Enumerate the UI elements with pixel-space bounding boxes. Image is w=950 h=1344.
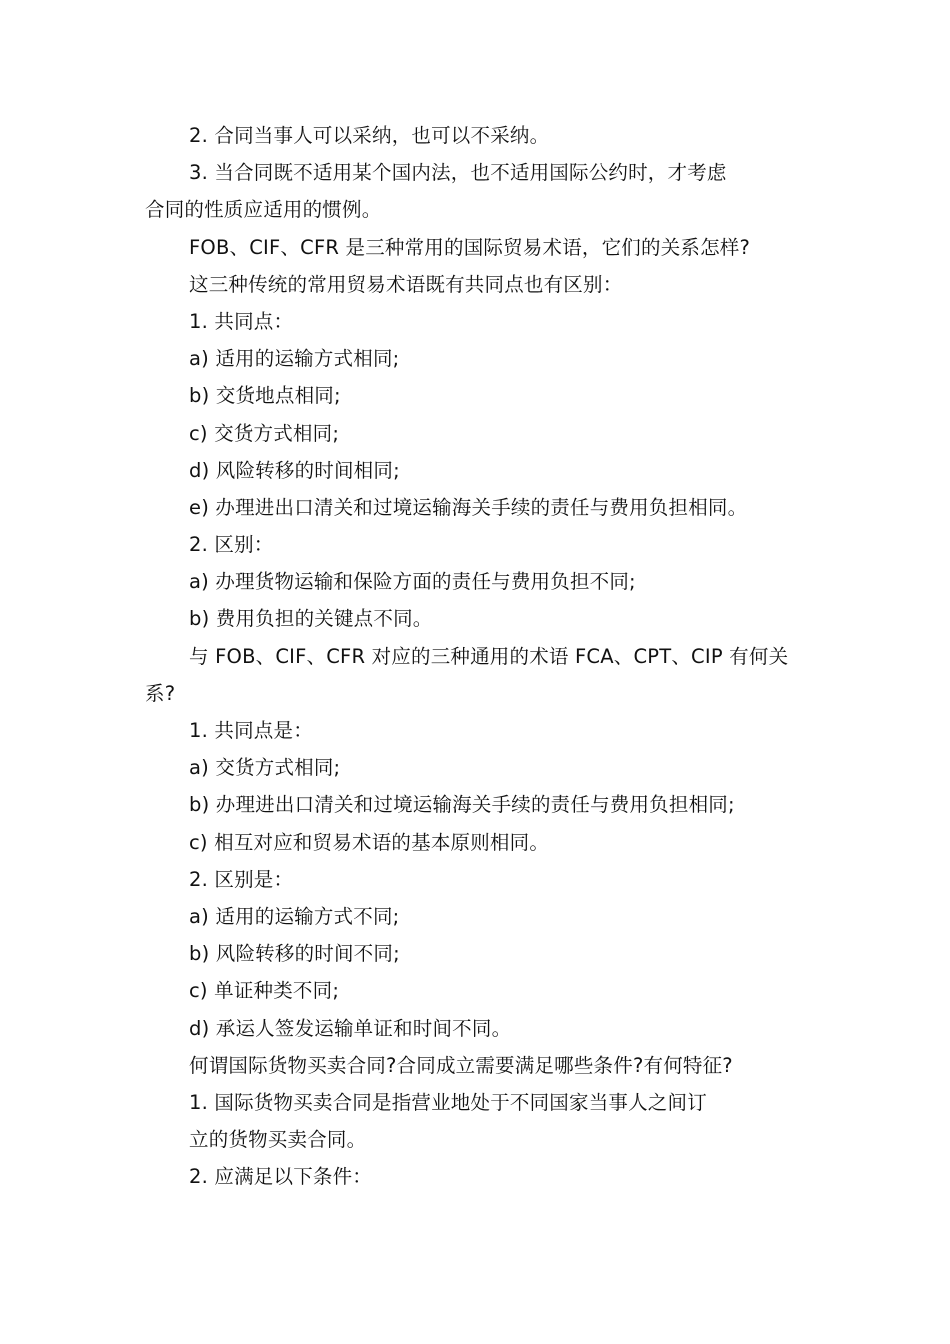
text-line: 何谓国际货物买卖合同?合同成立需要满足哪些条件?有何特征? [189,1053,733,1077]
text-line: c) 单证种类不同; [189,979,340,1003]
text-line: b) 办理进出口清关和过境运输海关手续的责任与费用负担相同; [189,793,735,817]
text-line: a) 交货方式相同; [189,756,341,780]
text-line: 2. 区别： [189,533,274,557]
text-line: 系? [145,681,176,705]
text-line: 立的货物买卖合同。 [189,1128,367,1152]
text-line: a) 办理货物运输和保险方面的责任与费用负担不同; [189,570,636,594]
text-line: 合同的性质应适用的惯例。 [145,198,382,222]
text-line: 这三种传统的常用贸易术语既有共同点也有区别： [189,272,623,296]
text-line: 2. 区别是： [189,867,294,891]
text-line: 2. 合同当事人可以采纳，也可以不采纳。 [189,124,550,147]
text-line: a) 适用的运输方式相同; [189,347,400,371]
text-line: FOB、CIF、CFR 是三种常用的国际贸易术语，它们的关系怎样? [189,235,751,259]
text-line: 3. 当合同既不适用某个国内法，也不适用国际公约时，才考虑 [189,161,727,185]
text-line: e) 办理进出口清关和过境运输海关手续的责任与费用负担相同。 [189,495,748,519]
text-line: d) 风险转移的时间相同; [189,458,400,482]
text-line: b) 费用负担的关键点不同。 [189,607,433,631]
text-line: 1. 国际货物买卖合同是指营业地处于不同国家当事人之间订 [189,1090,707,1114]
document-body [145,117,813,1195]
text-line: b) 风险转移的时间不同; [189,942,400,966]
text-line: a) 适用的运输方式不同; [189,904,400,928]
text-line: 与 FOB、CIF、CFR 对应的三种通用的术语 FCA、CPT、CIP 有何关 [189,644,789,668]
text-line: d) 承运人签发运输单证和时间不同。 [189,1016,512,1040]
text-line: 1. 共同点是： [189,719,313,742]
text-line: b) 交货地点相同; [189,384,341,408]
text-line: 2. 应满足以下条件： [189,1165,373,1189]
text-line: 1. 共同点： [189,309,294,333]
text-line: c) 交货方式相同; [189,421,340,445]
text-line: c) 相互对应和贸易术语的基本原则相同。 [189,830,550,854]
